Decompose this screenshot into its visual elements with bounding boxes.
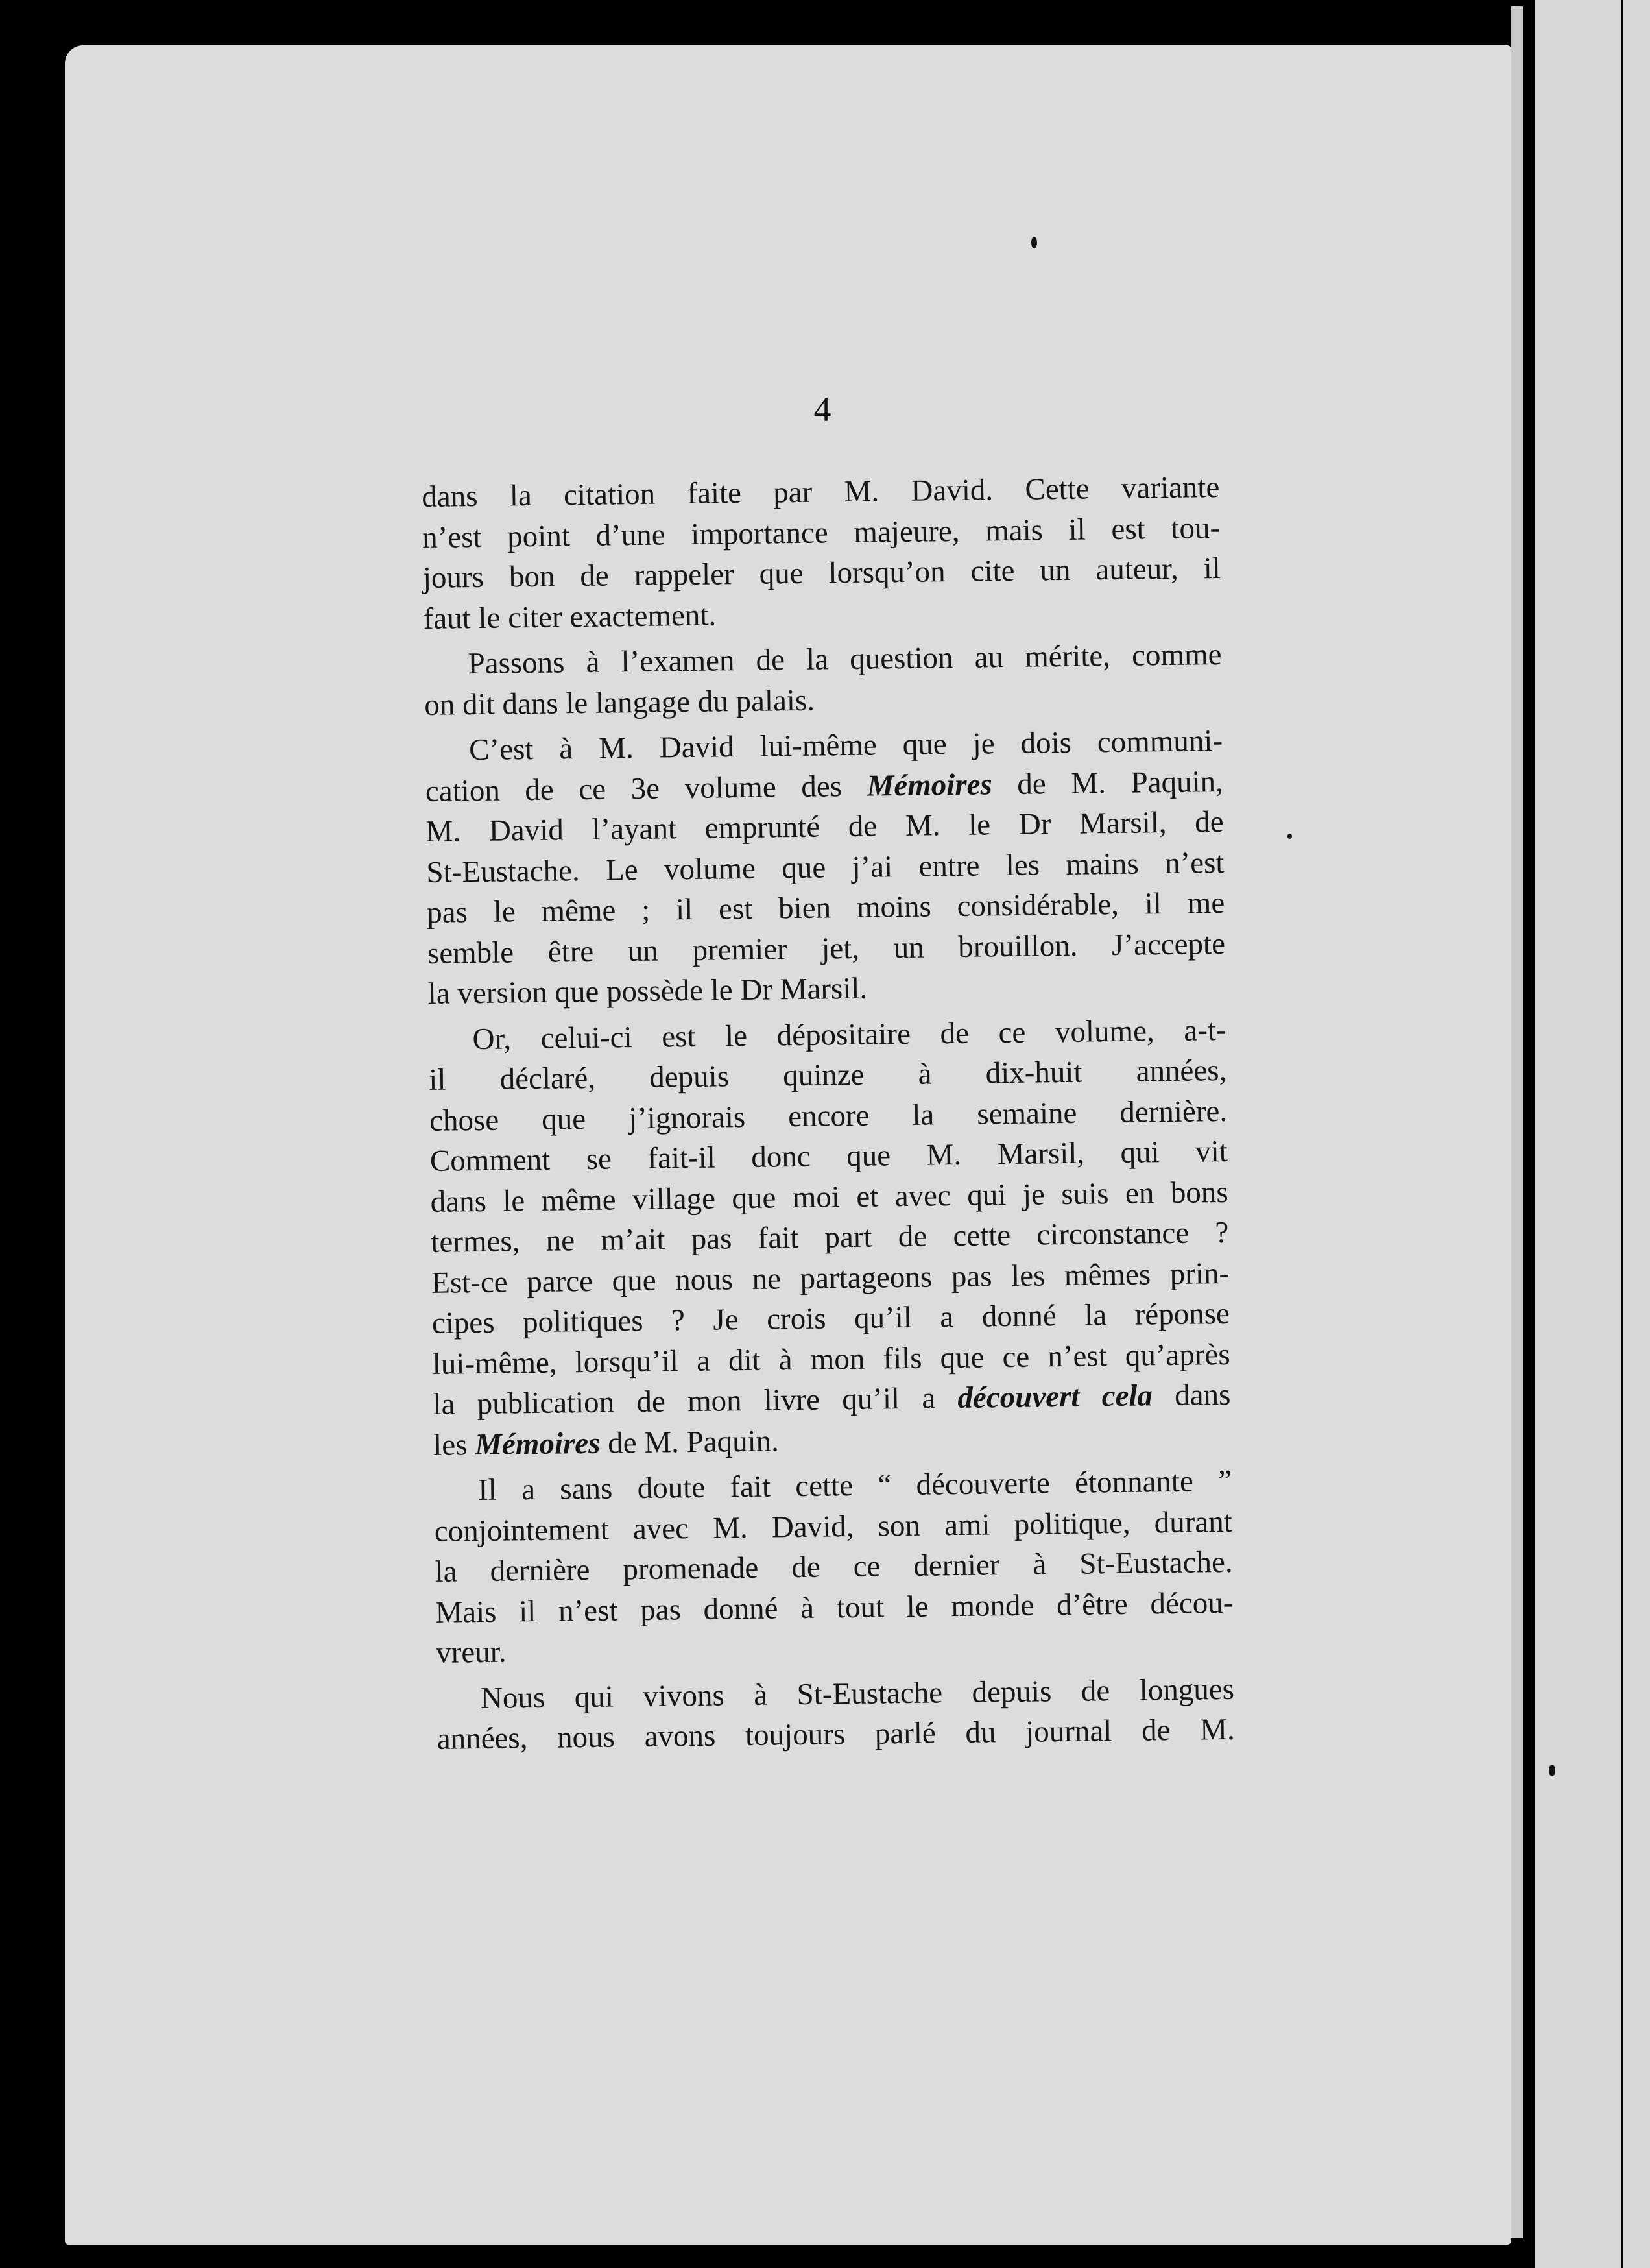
page-edge bbox=[1511, 6, 1523, 2238]
text-run: pas le même ; il est bien moins considérable, il me bbox=[426, 886, 1225, 930]
text-run: les bbox=[433, 1427, 475, 1462]
text-run: on dit dans le langage du palais. bbox=[424, 683, 815, 722]
text-run: n’est point d’une importance majeure, mais il est tou- bbox=[422, 511, 1221, 555]
scan-border-line bbox=[1621, 0, 1623, 2268]
body-text bbox=[422, 467, 1235, 1759]
text-run: chose que j’ignorais encore la semaine dernière. bbox=[429, 1094, 1228, 1138]
text-run: Or, celui-ci est le dépositaire de ce volume, a-t- bbox=[472, 1013, 1226, 1056]
text-run: jours bon de rappeler que lorsqu’on cite un auteur, il bbox=[422, 551, 1221, 595]
text-run: cipes politiques ? Je crois qu’il a donné la réponse bbox=[431, 1296, 1230, 1340]
text-run: Est-ce parce que nous ne partageons pas les mêmes prin- bbox=[431, 1256, 1230, 1300]
adjacent-page-strip bbox=[1524, 0, 1650, 2268]
text-run: la version que possède le Dr Marsil. bbox=[427, 971, 868, 1011]
text-run: il déclaré, depuis quinze à dix-huit années, bbox=[429, 1053, 1227, 1097]
text-run: M. David l’ayant emprunté de M. le Dr Marsil, de bbox=[425, 804, 1224, 849]
ink-speck bbox=[1031, 237, 1037, 248]
text-run: de M. Paquin. bbox=[600, 1423, 780, 1460]
text-run: conjointement avec M. David, son ami politique, durant bbox=[434, 1504, 1233, 1549]
page-number: 4 bbox=[813, 390, 831, 429]
italic-text: découvert cela bbox=[957, 1379, 1153, 1416]
italic-text: Mémoires bbox=[474, 1426, 601, 1462]
text-run: années, nous avons toujours parlé du journal de M. bbox=[436, 1712, 1236, 1756]
gutter-shadow bbox=[1524, 0, 1535, 2268]
text-run: St-Eustache. Le volume que j’ai entre les mains n’est bbox=[426, 845, 1225, 889]
text-run: vreur. bbox=[435, 1635, 507, 1670]
text-run: faut le citer exactement. bbox=[423, 597, 717, 636]
italic-text: Mémoires bbox=[867, 767, 993, 803]
text-run: C’est à M. David lui-même que je dois communi- bbox=[468, 723, 1223, 767]
text-run: de M. Paquin, bbox=[992, 764, 1224, 801]
ink-speck bbox=[1549, 1765, 1555, 1776]
text-run: Il a sans doute fait cette “ découverte étonnante ” bbox=[477, 1464, 1232, 1508]
text-run: lui-même, lorsqu’il a dit à mon fils que ce n’est qu’après bbox=[432, 1337, 1230, 1381]
text-run: Mais il n’est pas donné à tout le monde d’être décou- bbox=[435, 1586, 1234, 1630]
text-run: dans le même village que moi et avec qui je suis en bons bbox=[430, 1175, 1228, 1219]
text-run: Nous qui vivons à St-Eustache depuis de longues bbox=[480, 1672, 1235, 1715]
text-run: la publication de mon livre qu’il a bbox=[433, 1381, 958, 1421]
text-run: cation de ce 3e volume des bbox=[425, 769, 867, 808]
ink-speck bbox=[1287, 834, 1292, 839]
text-run: dans la citation faite par M. David. Cette variante bbox=[422, 470, 1220, 514]
text-run: Passons à l’examen de la question au mérite, comme bbox=[468, 637, 1222, 681]
text-run: la dernière promenade de ce dernier à St-Eustache. bbox=[435, 1545, 1233, 1589]
text-run: dans bbox=[1152, 1377, 1231, 1413]
text-run: termes, ne m’ait pas fait part de cette circonstance ? bbox=[431, 1215, 1229, 1259]
text-run: semble être un premier jet, un brouillon. J’accepte bbox=[427, 926, 1226, 971]
text-run: Comment se fait-il donc que M. Marsil, qui vit bbox=[429, 1134, 1228, 1178]
